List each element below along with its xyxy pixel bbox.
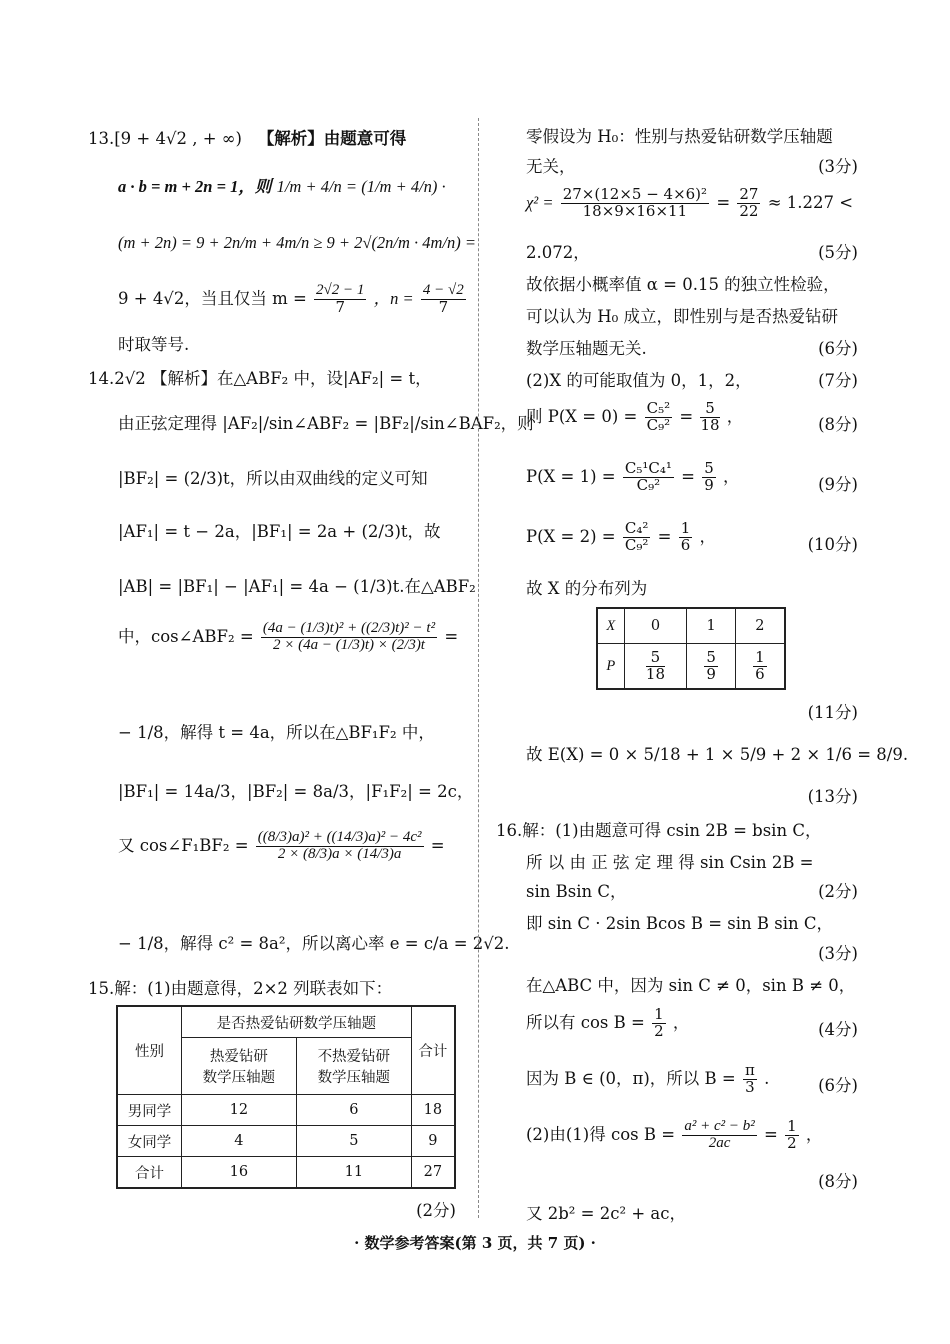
table-cell: 27 <box>411 1157 455 1189</box>
r-text: P(X = 2) = <box>526 526 616 546</box>
table-cell: 女同学 <box>117 1126 181 1157</box>
frac-den: 2 × (4a − (1/3)t) × (2/3)t <box>272 636 425 653</box>
frac-num: 5 <box>700 401 719 418</box>
header-line: 数学压轴题 <box>202 1070 276 1086</box>
frac-den: C₉² <box>636 475 661 494</box>
q14-line-2 <box>118 410 534 434</box>
frac-den: 18 <box>700 415 720 434</box>
frac-den: 6 <box>755 664 765 683</box>
fraction <box>261 621 437 654</box>
frac-den: 2 <box>654 1021 664 1040</box>
table-cell: X <box>597 608 624 644</box>
frac-num: 1 <box>654 1005 664 1023</box>
q13-answer: 13.[9 + 4√2 , + ∞) <box>88 129 242 148</box>
q13-line-3 <box>118 233 476 253</box>
q16-text: (2)由(1)得 cos B = <box>526 1124 676 1144</box>
frac-num: C₅¹C₄¹ <box>624 459 672 477</box>
score: (5分) <box>818 243 858 262</box>
q14-text: 中，cos∠ABF₂ = <box>118 626 254 646</box>
fraction <box>743 1063 757 1096</box>
table-cell: 11 <box>296 1157 411 1189</box>
header-line: 热爱钻研 <box>209 1049 268 1065</box>
table-cell: 2 <box>735 608 785 644</box>
frac-num: 4 − √2 <box>422 282 464 298</box>
fraction <box>737 187 760 220</box>
frac-den: C₉² <box>624 535 649 554</box>
q14-line-4 <box>118 518 441 542</box>
r-text: ， <box>726 406 744 426</box>
q14-line-7 <box>118 719 435 743</box>
frac-den: 2ac <box>708 1134 731 1151</box>
table-cell <box>735 644 785 690</box>
frac-num: C₅² <box>646 399 671 417</box>
score: (8分) <box>818 415 858 434</box>
score: (13分) <box>807 787 858 806</box>
table-cell: 5 <box>296 1126 411 1157</box>
q14-text: − 1/8，解得 c² = 8a²，所以离心率 e = c/a = 2√2. <box>118 934 510 953</box>
frac-num: 27×(12×5 − 4×6)² <box>562 185 708 203</box>
q16-line-7 <box>526 1007 689 1040</box>
r-text: ≈ 1.227 < <box>767 192 854 212</box>
q16-line-2 <box>526 849 814 873</box>
r-text: 则 P(X = 0) = <box>526 406 638 426</box>
r-line-9 <box>526 401 743 434</box>
q16-text: 即 sin C · 2sin Bcos B = sin B sin C， <box>526 914 834 933</box>
q16-text: 在△ABC 中，因为 sin C ≠ 0，sin B ≠ 0， <box>526 976 856 995</box>
table-row <box>117 1157 455 1189</box>
r-line-8 <box>526 367 752 391</box>
r-line-11 <box>526 521 716 554</box>
r-text: ， <box>723 466 740 486</box>
q14-line-5 <box>118 573 476 597</box>
q16-text: . <box>764 1068 770 1088</box>
fraction <box>704 647 718 683</box>
r-line-1 <box>526 123 833 147</box>
q13-text: (m + 2n) = 9 + 2n/m + 4m/n ≥ 9 + 2√(2n/m · 4m/n) = <box>118 233 477 252</box>
header-line: 数学压轴题 <box>317 1070 391 1086</box>
q13-line-5 <box>118 331 189 355</box>
table-cell: 9 <box>411 1126 455 1157</box>
r-line-6 <box>526 303 838 327</box>
q13-text: 9 + 4√2，当且仅当 m = <box>118 288 307 308</box>
fraction <box>645 401 673 434</box>
score: (10分) <box>807 535 858 554</box>
q14-line-10 <box>118 930 510 954</box>
r-line-chi <box>526 187 853 220</box>
table-cell: 12 <box>181 1095 296 1126</box>
table-row <box>117 1095 455 1126</box>
fraction <box>652 1007 666 1040</box>
table-cell: 18 <box>411 1095 455 1126</box>
q16-line-1 <box>496 817 821 841</box>
r-line-2 <box>526 153 576 177</box>
frac-num: 1 <box>680 519 691 537</box>
score: (6分) <box>818 339 858 358</box>
q14-line-9 <box>118 830 445 863</box>
q13-text: a · b = m + 2n = 1，则 <box>118 177 272 196</box>
frac-den: 7 <box>335 297 345 316</box>
q15-line-1 <box>88 975 392 999</box>
q13-text: 1/m + 4/n = (1/m + 4/n) · <box>276 177 446 196</box>
q14-text: = <box>430 835 445 855</box>
score: (11分) <box>807 703 858 722</box>
q16-text: 又 2b² = 2c² + ac， <box>526 1204 686 1223</box>
r-text: = <box>716 192 731 212</box>
table-cell: 4 <box>181 1126 296 1157</box>
fraction <box>785 1119 799 1152</box>
q14-text: |AB| = |BF₁| − |AF₁| = 4a − (1/3)t.在△ABF₂ <box>118 577 476 596</box>
r-text: 2.072， <box>526 243 590 262</box>
r-text: = <box>657 526 672 546</box>
q14-line-1 <box>88 365 432 389</box>
frac-num: 5 <box>646 650 665 667</box>
fraction <box>314 283 366 316</box>
fraction <box>623 461 674 494</box>
frac-den: 18 <box>645 664 665 683</box>
frac-den: 3 <box>745 1077 755 1096</box>
r-line-14 <box>526 741 908 765</box>
r-text: (2)X 的可能取值为 0，1，2， <box>526 371 752 390</box>
q14-line-3 <box>118 465 428 489</box>
q16-text: ， <box>672 1012 690 1032</box>
q16-text: 因为 B ∈ (0，π)，所以 B = <box>526 1068 736 1088</box>
q16-text: ， <box>805 1124 823 1144</box>
frac-den: 7 <box>438 297 449 316</box>
frac-num: 1 <box>755 647 765 666</box>
frac-num: ((8/3)a)² + ((14/3)a)² − 4c² <box>257 829 422 845</box>
frac-num: 5 <box>706 647 716 666</box>
frac-den: 9 <box>706 664 716 683</box>
distribution-table <box>596 607 786 690</box>
q14-text: |BF₁| = 14a/3，|BF₂| = 8a/3，|F₁F₂| = 2c， <box>118 782 474 801</box>
frac-den: 2 × (8/3)a × (14/3)a <box>277 845 402 862</box>
q14-line-6 <box>118 621 458 654</box>
fraction <box>421 283 466 316</box>
q14-text: |AF₁| = t − 2a，|BF₁| = 2a + (2/3)t，故 <box>118 522 441 541</box>
score: (7分) <box>818 371 858 390</box>
header-line: 不热爱钻研 <box>317 1049 391 1065</box>
q13-line-2 <box>118 173 446 197</box>
r-text: 故依据小概率值 α = 0.15 的独立性检验， <box>526 275 840 294</box>
column-divider <box>478 118 479 1218</box>
frac-den: 6 <box>680 535 691 554</box>
table-cell: 6 <box>296 1095 411 1126</box>
r-text: 故 X 的分布列为 <box>526 579 648 598</box>
q16-line-11 <box>526 1200 686 1224</box>
q13-line-1 <box>88 125 406 149</box>
q16-line-6 <box>526 972 855 996</box>
score: (8分) <box>818 1172 858 1191</box>
table-cell: 合计 <box>117 1157 181 1189</box>
q13-analysis: 【解析】由题意可得 <box>257 129 407 148</box>
frac-num: 5 <box>704 459 714 477</box>
frac-num: π <box>744 1061 755 1079</box>
table-cell: 16 <box>181 1157 296 1189</box>
q14-text: 由正弦定理得 |AF₂|/sin∠ABF₂ = |BF₂|/sin∠BAF₂，则 <box>118 414 534 433</box>
r-line-4 <box>526 239 590 263</box>
r-line-12 <box>526 575 647 599</box>
fraction <box>645 647 665 683</box>
r-text: = <box>679 406 694 426</box>
table-row <box>117 1126 455 1157</box>
frac-num: (4a − (1/3)t)² + ((2/3)t)² − t² <box>262 620 436 636</box>
score: (9分) <box>818 475 858 494</box>
q16-text: 所 以 由 正 弦 定 理 得 sin Csin 2B = <box>526 853 814 872</box>
score: (3分) <box>818 157 858 176</box>
frac-den: 9 <box>704 475 714 494</box>
q16-text: = <box>763 1124 778 1144</box>
score: (4分) <box>818 1020 858 1039</box>
frac-num: a² + c² − b² <box>684 1118 755 1134</box>
frac-num: 1 <box>787 1117 797 1135</box>
fraction <box>561 187 709 220</box>
table-header-group: 是否热爱钻研数学压轴题 <box>181 1006 411 1038</box>
r-line-10 <box>526 461 740 494</box>
frac-den: 2 <box>787 1133 797 1152</box>
q13-line-4 <box>118 283 468 316</box>
q14-text: 又 cos∠F₁BF₂ = <box>118 835 249 855</box>
fraction <box>682 1119 756 1152</box>
frac-den: C₉² <box>646 415 671 434</box>
table-cell: 男同学 <box>117 1095 181 1126</box>
fraction <box>256 830 424 863</box>
score: (2分) <box>818 882 858 901</box>
r-text: P(X = 1) = <box>526 466 616 486</box>
q16-text: 所以有 cos B = <box>526 1012 645 1032</box>
score: (3分) <box>818 944 858 963</box>
q14-text: |BF₂| = (2/3)t，所以由双曲线的定义可知 <box>118 469 428 488</box>
score: (6分) <box>818 1076 858 1095</box>
r-line-7 <box>526 335 647 359</box>
fraction <box>679 521 693 554</box>
frac-den: 18×9×16×11 <box>582 201 688 220</box>
table-header-like <box>181 1038 296 1095</box>
r-line-5 <box>526 271 840 295</box>
r-text: 零假设为 H₀：性别与热爱钻研数学压轴题 <box>526 127 833 146</box>
q14-line-8 <box>118 778 473 802</box>
q14-text: 14.2√2 【解析】在△ABF₂ 中，设|AF₂| = t， <box>88 369 432 388</box>
fraction <box>702 461 716 494</box>
r-text: 数学压轴题无关. <box>526 339 647 358</box>
table-cell <box>624 644 687 690</box>
frac-num: 2√2 − 1 <box>316 282 365 298</box>
contingency-table <box>116 1005 456 1189</box>
q14-text: − 1/8，解得 t = 4a，所以在△BF₁F₂ 中， <box>118 723 435 742</box>
q15-text: 15.解：(1)由题意得，2×2 列联表如下： <box>88 979 393 998</box>
frac-num: 27 <box>739 185 759 203</box>
r-text: ， <box>699 526 716 546</box>
fraction <box>753 647 767 683</box>
r-text: 可以认为 H₀ 成立，即性别与是否热爱钻研 <box>526 307 838 326</box>
table-cell <box>687 644 735 690</box>
frac-den: 22 <box>739 201 759 220</box>
r-text: χ² = <box>526 192 554 212</box>
frac-num: C₄² <box>624 519 649 537</box>
fraction <box>700 401 719 434</box>
q16-line-8 <box>526 1063 769 1096</box>
q16-text: sin Bsin C， <box>526 882 627 901</box>
q16-line-3 <box>526 878 626 902</box>
r-text: 故 E(X) = 0 × 5/18 + 1 × 5/9 + 2 × 1/6 = 8/9. <box>526 745 909 764</box>
q15-score: (2分) <box>416 1201 456 1220</box>
q13-text: ，n = <box>373 288 414 308</box>
table-cell: 0 <box>624 608 687 644</box>
q16-line-4 <box>526 910 833 934</box>
table-cell: P <box>597 644 624 690</box>
q16-text: 16.解：(1)由题意可得 csin 2B = bsin C， <box>496 821 822 840</box>
page-footer: · 数学参考答案(第 3 页，共 7 页) · <box>354 1234 596 1252</box>
table-header-total: 合计 <box>411 1006 455 1095</box>
fraction <box>623 521 651 554</box>
table-cell: 1 <box>687 608 735 644</box>
table-header-dislike <box>296 1038 411 1095</box>
q14-text: = <box>444 626 459 646</box>
r-text: = <box>681 466 695 486</box>
q13-text: 时取等号. <box>118 335 190 354</box>
table-header-gender: 性别 <box>117 1006 181 1095</box>
r-text: 无关， <box>526 157 576 176</box>
q16-line-9 <box>526 1119 822 1152</box>
